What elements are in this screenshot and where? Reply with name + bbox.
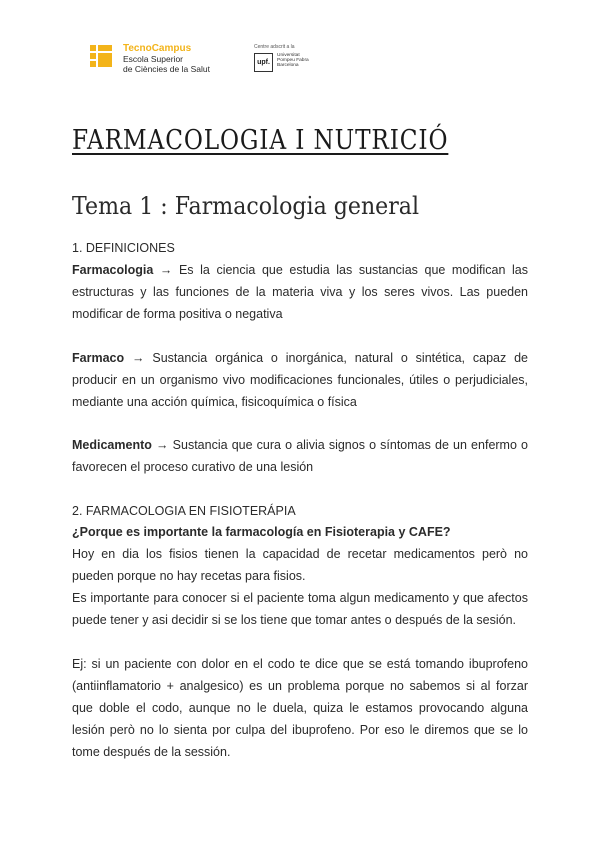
tecnocampus-name: TecnoCampus — [123, 43, 192, 54]
tecnocampus-line1: Escola Superior — [123, 54, 184, 64]
definition-term: Medicamento — [72, 438, 152, 452]
section1-heading: 1. DEFINICIONES — [72, 241, 175, 255]
arrow-icon: → — [131, 351, 145, 365]
upf-logo — [254, 44, 309, 72]
definition-term: Farmacologia — [72, 263, 154, 277]
upf-caption: Centre adscrit a la — [254, 44, 295, 50]
section2-paragraph: Hoy en dia los fisios tienen la capacidad de recetar medicamentos però no pueden porque no hay recetas para fisios. — [72, 547, 528, 583]
tecnocampus-line2: de Ciències de la Salut — [123, 64, 210, 74]
section2-heading: 2. FARMACOLOGIA EN FISIOTERÁPIA — [72, 504, 296, 518]
upf-line1: Universitat — [277, 53, 300, 58]
definition-text: Sustancia que cura o alivia signos o síntomas de un enfermo o favorecen el proceso curativo de una lesión — [72, 438, 528, 474]
definition-medicamento — [72, 434, 528, 478]
tecnocampus-logo-icon — [90, 45, 116, 67]
upf-mark: upf. — [254, 53, 273, 72]
section2-paragraph: Ej: si un paciente con dolor en el codo te dice que se está tomando ibuprofeno (antiinflamatorio + analgesico) es un problema porque no sabemos si al forzar que doble el codo, aunque no le duela, quiza le estamos provocando alguna lesión però no lo sienta por culpa del ibuprofeno. Por eso le diremos que se lo tome después de la sessión. — [72, 657, 528, 759]
arrow-icon: → — [159, 263, 173, 277]
definition-farmacologia — [72, 259, 528, 325]
tecnocampus-logo — [90, 44, 210, 74]
definition-text: Sustancia orgánica o inorgánica, natural o sintética, capaz de producir en un organismo vivo modificaciones funcionales, útiles o perjudiciales, mediante una acción química, fisicoquímica o física — [72, 351, 528, 409]
definition-term: Farmaco — [72, 351, 125, 365]
arrow-icon: → — [156, 438, 169, 452]
section2-question: ¿Porque es importante la farmacología en Fisioterapia y CAFE? — [72, 525, 451, 539]
upf-line2: Pompeu Fabra — [277, 58, 309, 64]
document-subtitle: Tema 1 : Farmacologia general — [72, 192, 420, 220]
definition-farmaco — [72, 347, 528, 413]
upf-line3: Barcelona — [277, 63, 299, 69]
section2-paragraph: Es importante para conocer si el paciente toma algun medicamento y que afectos puede tener y asi decidir si se los tiene que tomar antes o después de la sesión. — [72, 591, 528, 627]
definition-text: Es la ciencia que estudia las sustancias que modifican las estructuras y las funciones de la materia viva y los seres vivos. Las pueden modificar de forma positiva o negativa — [72, 263, 528, 321]
document-title: FARMACOLOGIA I NUTRICIÓ — [72, 125, 449, 156]
